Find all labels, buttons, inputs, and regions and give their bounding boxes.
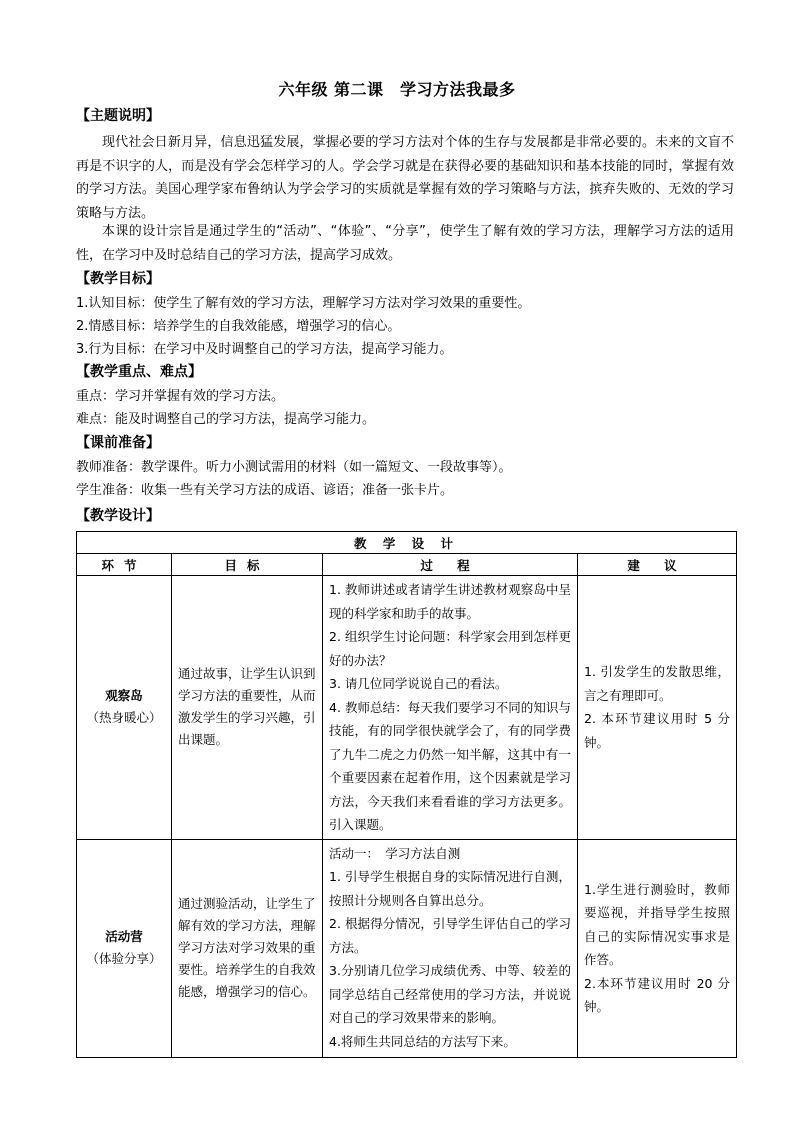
- process-step: 1. 教师讲述或者请学生讲述教材观察岛中呈现的科学家和助手的故事。: [329, 582, 571, 621]
- process-step: 活动一： 学习方法自测: [329, 845, 461, 861]
- theme-paragraph-2: 本课的设计宗旨是通过学生的“活动”、“体验”、“分享”，使学生了解有效的学习方法，理解学习方法的适用性，在学习中及时总结自己的学习方法，提高学习成效。: [76, 224, 734, 263]
- design-heading: 【教学设计】: [76, 508, 160, 524]
- page-title: 六年级 第二课 学习方法我最多: [278, 80, 516, 99]
- process-cell: [323, 576, 578, 840]
- process-step: 3.分别请几位学习成绩优秀、中等、较差的同学总结自己经常使用的学习方法，并说说对自己的学习效果带来的影响。: [329, 963, 571, 1025]
- process-step: 1. 引导学生根据自身的实际情况进行自测，按照计分规则各自算出总分。: [329, 869, 571, 908]
- process-step: 4. 教师总结：每天我们要学习不同的知识与技能，有的同学很快就学会了，有的同学费了九牛二虎之力仍然一知半解，这其中有一个重要因素在起着作用，这个因素就是学习方法，今天我们来看看谁的学习方法更多。引入课题。: [329, 699, 571, 832]
- stage-name: 活动营: [105, 929, 143, 944]
- suggestion-item: 2.本环节建议用时 20 分钟。: [584, 975, 730, 1014]
- theme-heading: 【主题说明】: [76, 108, 160, 124]
- process-step: 2. 组织学生讨论问题：科学家会用到怎样更好的办法？: [329, 629, 571, 668]
- process-step: 4.将师生共同总结的方法写下来。: [329, 1033, 516, 1049]
- teaching-design-table: [76, 531, 737, 1058]
- column-header-suggestion: 建 议: [578, 554, 737, 576]
- table-row: [77, 839, 737, 1057]
- goal-item: 1.认知目标：使学生了解有效的学习方法，理解学习方法对学习效果的重要性。: [76, 296, 531, 311]
- process-step: 2. 根据得分情况，引导学生评估自己的学习方法。: [329, 916, 571, 955]
- stage-subtitle: （体验分享）: [86, 951, 162, 966]
- column-header-process: 过 程: [323, 554, 578, 576]
- column-header-goal: 目标: [172, 554, 323, 576]
- stage-cell: [77, 576, 172, 840]
- goals-heading: 【教学目标】: [76, 271, 160, 287]
- suggestion-item: 1.学生进行测验时，教师要巡视，并指导学生按照自己的实际情况实事求是作答。: [584, 881, 730, 967]
- goal-item: 3.行为目标：在学习中及时调整自己的学习方法，提高学习能力。: [76, 342, 453, 357]
- process-cell: [323, 839, 578, 1057]
- table-row: [77, 576, 737, 840]
- stage-name: 观察岛: [105, 688, 143, 704]
- prep-heading: 【课前准备】: [76, 435, 160, 451]
- theme-paragraph-1: 现代社会日新月异，信息迅猛发展，掌握必要的学习方法对个体的生存与发展都是非常必要的。未来的文盲不再是不识字的人，而是没有学会怎样学习的人。学会学习就是在获得必要的基础知识和基本技能的同时，掌握有效的学习方法。美国心理学家布鲁纳认为学会学习的实质就是掌握有效的学习策略与方法，摈弃失败的、无效的学习策略与方法。: [76, 135, 734, 221]
- stage-subtitle: （热身暖心）: [86, 710, 162, 726]
- goal-item: 2.情感目标：培养学生的自我效能感，增强学习的信心。: [76, 319, 401, 334]
- prep-item: 教师准备：教学课件。听力小测试需用的材料（如一篇短文、一段故事等）。: [76, 460, 512, 475]
- key-points-heading: 【教学重点、难点】: [76, 364, 202, 380]
- table-title: 教 学 设 计: [77, 532, 737, 554]
- goal-cell: 通过测验活动，让学生了解有效的学习方法，理解学习方法对学习效果的重要性。培养学生的自我效能感，增强学习的信心。: [172, 839, 323, 1057]
- suggestion-cell: [578, 576, 737, 840]
- goal-cell: 通过故事，让学生认识到学习方法的重要性，从而激发学生的学习兴趣，引出课题。: [172, 576, 323, 840]
- suggestion-item: 1. 引发学生的发散思维，言之有理即可。: [584, 664, 730, 703]
- key-point-item: 重点：学习并掌握有效的学习方法。: [76, 389, 285, 404]
- stage-cell: [77, 839, 172, 1057]
- suggestion-item: 2. 本环节建议用时 5 分钟。: [584, 711, 730, 750]
- process-step: 3. 请几位同学说说自己的看法。: [329, 676, 508, 691]
- column-header-stage: 环节: [77, 554, 172, 576]
- key-point-item: 难点：能及时调整自己的学习方法，提高学习能力。: [76, 412, 376, 427]
- prep-item: 学生准备：收集一些有关学习方法的成语、谚语；准备一张卡片。: [76, 483, 454, 498]
- suggestion-cell: [578, 839, 737, 1057]
